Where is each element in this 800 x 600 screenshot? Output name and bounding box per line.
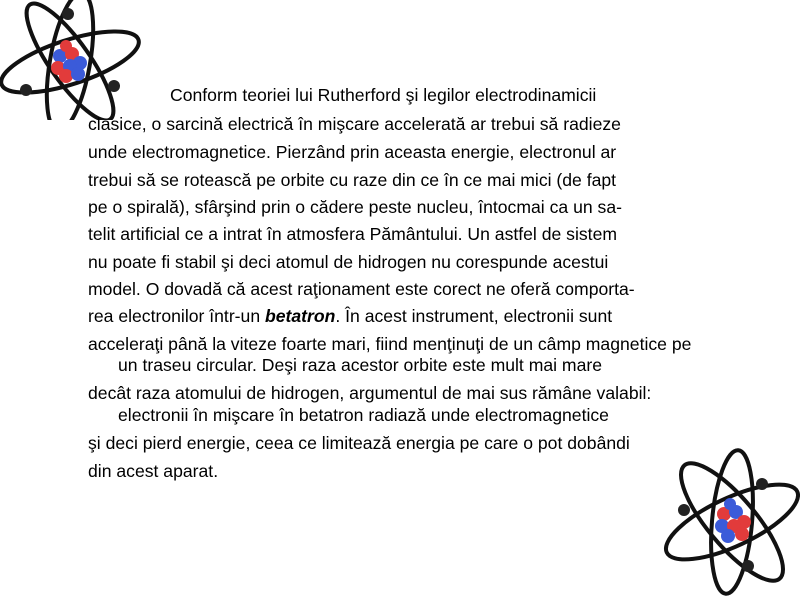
- text-line: nu poate fi stabil şi deci atomul de hidrogen nu corespunde acestui: [88, 252, 609, 272]
- text-line: [88, 306, 612, 326]
- text-segment: . În acest instrument, electronii sunt: [335, 306, 613, 326]
- text-line: din acest aparat.: [88, 461, 219, 481]
- text-line: şi deci pierd energie, ceea ce limitează energia pe care o pot dobândi: [88, 433, 630, 453]
- text-line: pe o spirală), sfârşind prin o cădere peste nucleu, întocmai ca un sa-: [88, 197, 622, 217]
- atom-icon: [652, 440, 800, 600]
- text-line: Conform teoriei lui Rutherford şi legilor electrodinamicii: [170, 85, 597, 105]
- text-line: trebui să se rotească pe orbite cu raze din ce în ce mai mici (de fapt: [88, 170, 617, 190]
- atom-icon: [0, 0, 150, 120]
- text-segment: rea electronilor într-un: [88, 306, 265, 326]
- text-line: acceleraţi până la viteze foarte mari, fiind menţinuţi de un câmp magnetice pe: [88, 334, 692, 354]
- text-line: un traseu circular. Deşi raza acestor orbite este mult mai mare: [118, 355, 603, 375]
- term-betatron: betatron: [265, 306, 336, 326]
- text-line: electronii în mişcare în betatron radiază unde electromagnetice: [118, 405, 609, 425]
- nucleus: [715, 498, 751, 543]
- text-line: telit artificial ce a intrat în atmosfera Pământului. Un astfel de sistem: [88, 224, 618, 244]
- text-line: model. O dovadă că acest raţionament este corect ne oferă comporta-: [88, 279, 635, 299]
- text-line: decât raza atomului de hidrogen, argumentul de mai sus rămâne valabil:: [88, 383, 652, 403]
- text-line: unde electromagnetice. Pierzând prin aceasta energie, electronul ar: [88, 142, 617, 162]
- text-line: clasice, o sarcină electrică în mişcare accelerată ar trebui să radieze: [88, 114, 621, 134]
